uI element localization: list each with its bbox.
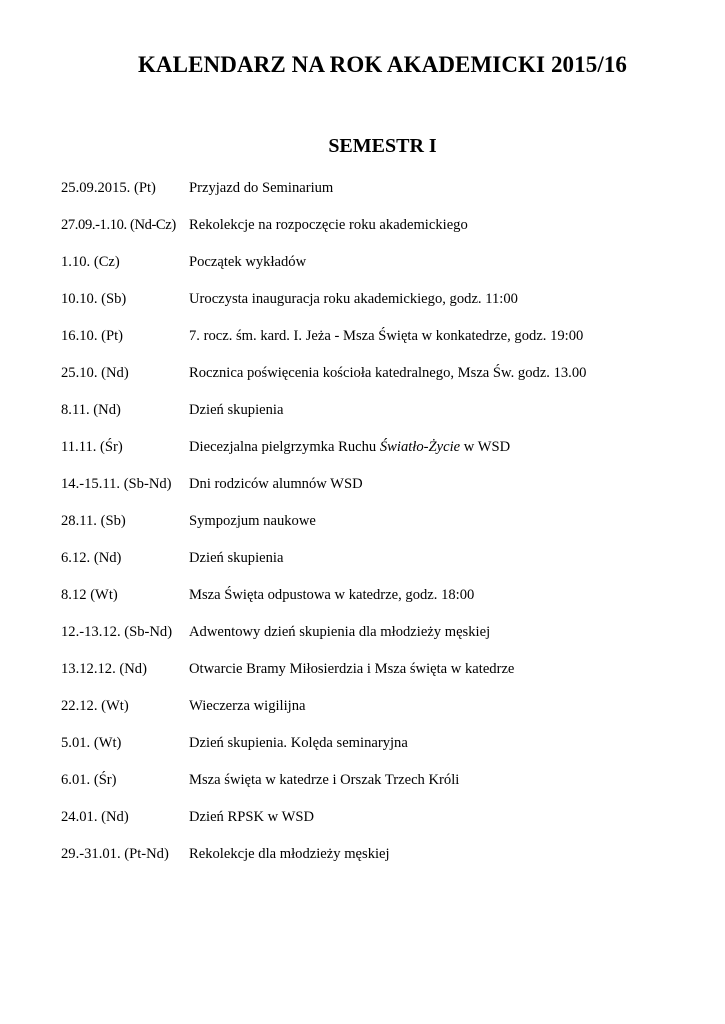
event-description: Adwentowy dzień skupienia dla młodzieży męskiej (189, 624, 491, 640)
event-row (61, 836, 701, 873)
event-date: 1.10. (Cz) (61, 254, 120, 270)
event-date: 6.01. (Śr) (61, 772, 117, 788)
event-row (61, 651, 701, 688)
event-row (61, 503, 701, 540)
event-date: 22.12. (Wt) (61, 698, 129, 714)
event-row (61, 799, 701, 836)
event-description: 7. rocz. śm. kard. I. Jeża - Msza Święta w konkatedrze, godz. 19:00 (189, 328, 584, 344)
event-date: 25.10. (Nd) (61, 365, 129, 381)
event-date: 5.01. (Wt) (61, 735, 122, 751)
event-date: 16.10. (Pt) (61, 328, 124, 344)
event-row (61, 392, 701, 429)
event-description: Początek wykładów (189, 254, 307, 270)
event-row (61, 244, 701, 281)
event-row (61, 355, 701, 392)
event-description: Dni rodziców alumnów WSD (189, 476, 363, 492)
event-date: 25.09.2015. (Pt) (61, 180, 156, 196)
event-row (61, 318, 701, 355)
event-date: 13.12.12. (Nd) (61, 661, 147, 677)
event-row (61, 614, 701, 651)
event-description: Rekolekcje na rozpoczęcie roku akademickiego (189, 217, 468, 233)
event-row (61, 577, 701, 614)
semester-title: SEMESTR I (328, 135, 437, 157)
event-description: Uroczysta inauguracja roku akademickiego, godz. 11:00 (189, 291, 518, 307)
event-row (61, 725, 701, 762)
event-date: 8.12 (Wt) (61, 587, 118, 603)
event-description-part: w WSD (460, 439, 511, 455)
event-list (61, 170, 701, 873)
event-date: 24.01. (Nd) (61, 809, 129, 825)
event-description (189, 439, 701, 456)
event-date: 6.12. (Nd) (61, 550, 122, 566)
event-date: 14.-15.11. (Sb-Nd) (61, 476, 172, 492)
event-row (61, 466, 701, 503)
event-date: 27.09.-1.10. (Nd-Cz) (61, 217, 176, 233)
event-row (61, 762, 701, 799)
event-description: Dzień skupienia (189, 402, 284, 418)
event-description-part: Diecezjalna pielgrzymka Ruchu (189, 439, 380, 455)
event-description: Dzień skupienia (189, 550, 284, 566)
event-description: Przyjazd do Seminarium (189, 180, 334, 196)
event-description: Rocznica poświęcenia kościoła katedralnego, Msza Św. godz. 13.00 (189, 365, 587, 381)
event-description: Otwarcie Bramy Miłosierdzia i Msza święta w katedrze (189, 661, 515, 677)
event-date: 12.-13.12. (Sb-Nd) (61, 624, 173, 640)
event-description: Sympozjum naukowe (189, 513, 316, 529)
event-description: Rekolekcje dla młodzieży męskiej (189, 846, 390, 862)
event-description: Dzień RPSK w WSD (189, 809, 315, 825)
event-description: Dzień skupienia. Kolęda seminaryjna (189, 735, 408, 751)
document-title: KALENDARZ NA ROK AKADEMICKI 2015/16 (137, 52, 628, 77)
event-row (61, 170, 701, 207)
event-date: 11.11. (Śr) (61, 439, 123, 455)
event-row (61, 540, 701, 577)
event-row (61, 281, 701, 318)
event-description: Msza Święta odpustowa w katedrze, godz. 18:00 (189, 587, 475, 603)
event-row (61, 688, 701, 725)
event-description: Msza święta w katedrze i Orszak Trzech Króli (189, 772, 460, 788)
event-date: 10.10. (Sb) (61, 291, 127, 307)
event-date: 8.11. (Nd) (61, 402, 121, 418)
event-row (61, 429, 701, 466)
event-description: Wieczerza wigilijna (189, 698, 306, 714)
event-date: 29.-31.01. (Pt-Nd) (61, 846, 169, 862)
event-date: 28.11. (Sb) (61, 513, 126, 529)
event-description-italic: Światło-Życie (379, 439, 461, 455)
event-row (61, 207, 701, 244)
